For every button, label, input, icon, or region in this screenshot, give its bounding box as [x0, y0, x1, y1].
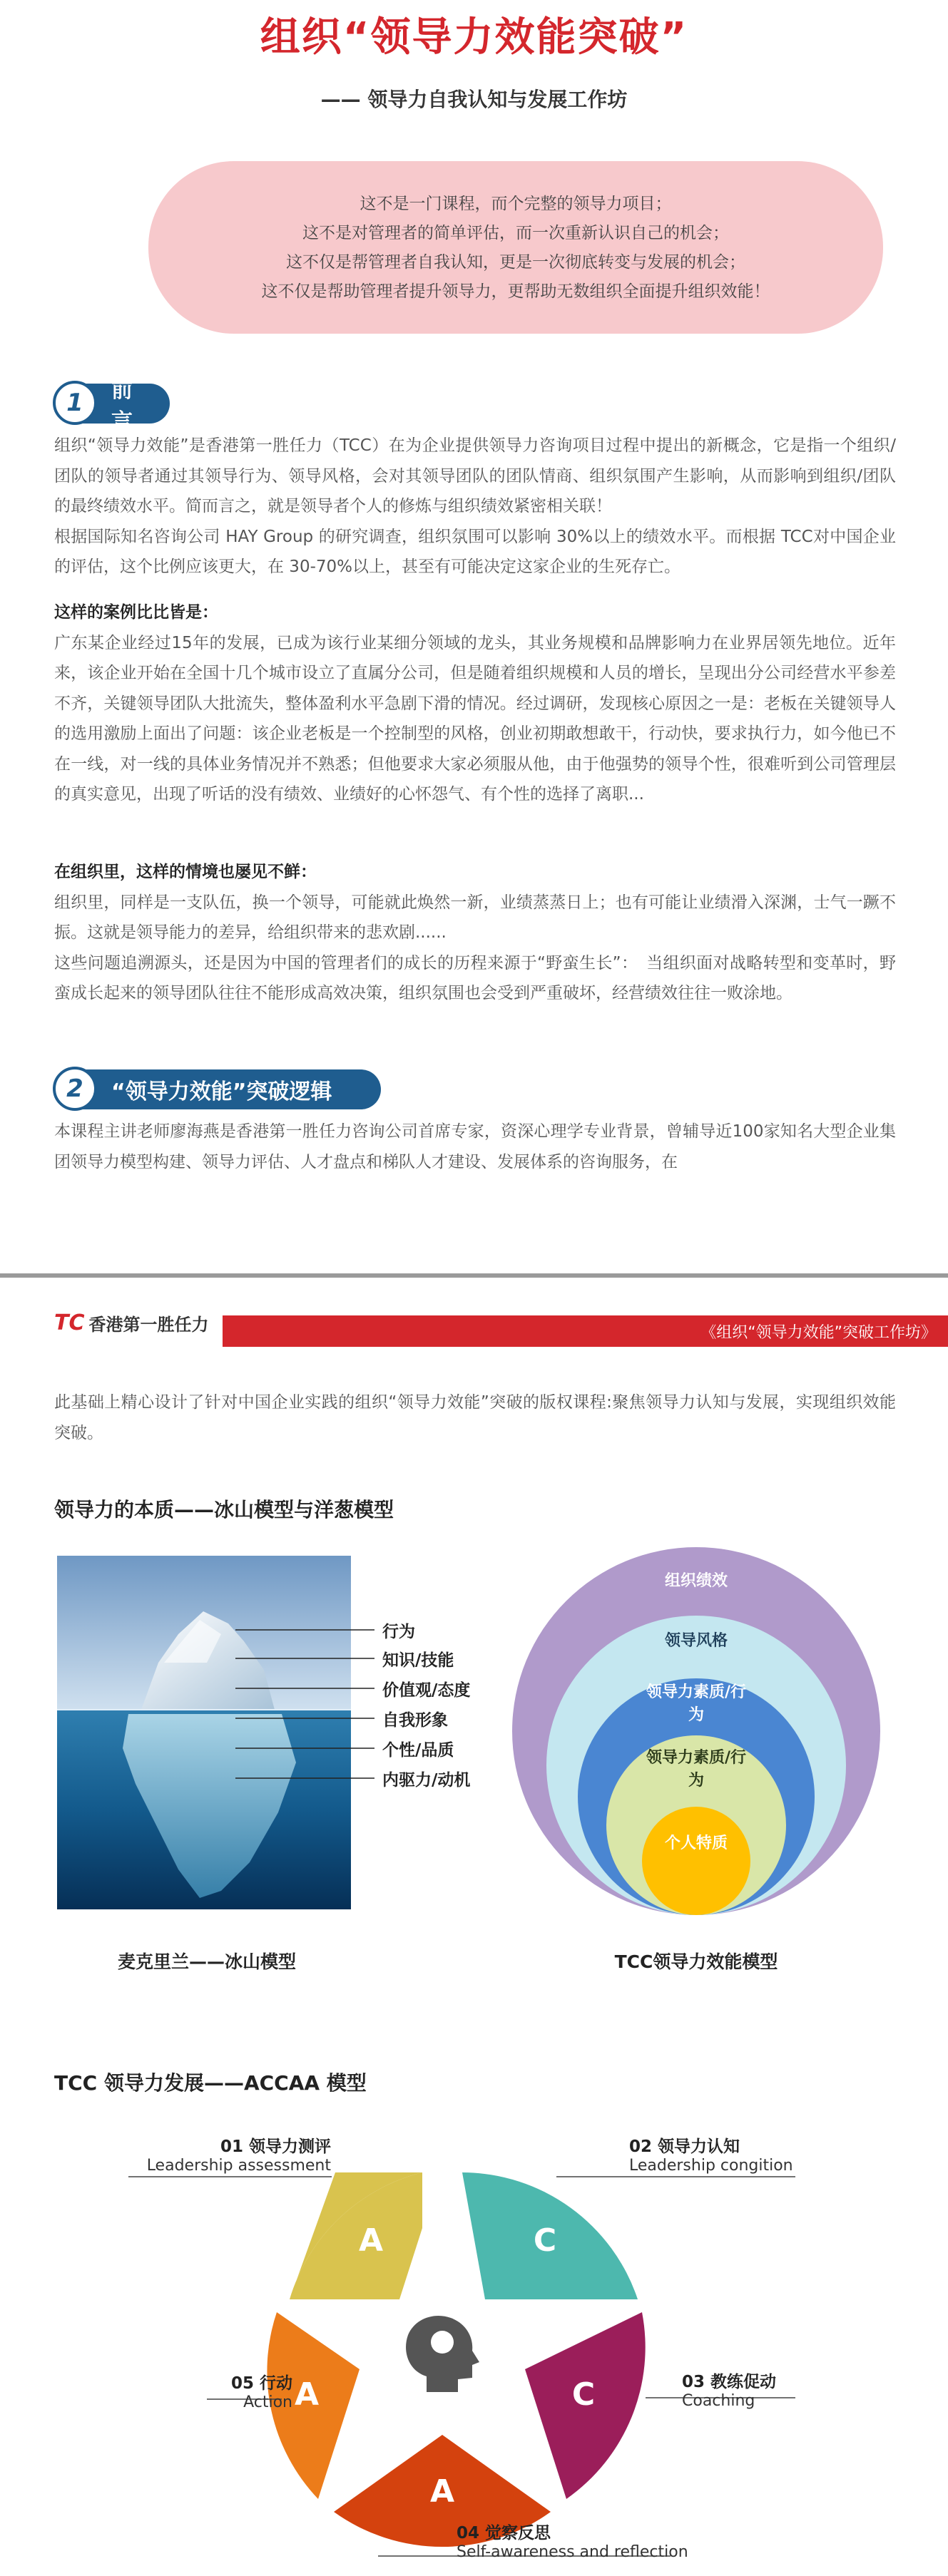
onion-label: 领导力素质/行为 [646, 1683, 747, 1724]
accaa-letter: A [429, 2473, 455, 2510]
page-divider [0, 1273, 948, 1278]
onion-caption: TCC领导力效能模型 [614, 1951, 778, 1972]
accaa-label-cn: 05 行动 [230, 2374, 292, 2393]
iceberg-label: 知识/技能 [382, 1651, 454, 1670]
section-heading-logic [56, 1069, 381, 1109]
banner-text: 《组织“领导力效能”突破工作坊》 [700, 1323, 937, 1342]
accaa-label-en: Action [243, 2393, 292, 2411]
page-title: 组织“领导力效能突破” [260, 14, 688, 61]
accaa-model [128, 2121, 813, 2570]
brand-logo-icon: TC [54, 1310, 85, 1335]
accaa-letter: C [533, 2222, 557, 2259]
onion-model [511, 1539, 882, 1924]
iceberg-label: 个性/品质 [382, 1741, 454, 1760]
iceberg-pointers [235, 1611, 392, 1811]
paragraph: 此基础上精心设计了针对中国企业实践的组织“领导力效能”突破的版权课程:聚焦领导力认知与发展，实现组织效能突破。 [54, 1393, 896, 1442]
accaa-label-en: Leadership congition [629, 2157, 793, 2175]
section-number: 1 [53, 381, 97, 425]
section-title: 前言 [111, 378, 133, 434]
accaa-letter: C [571, 2376, 596, 2413]
preface-text [54, 431, 896, 583]
case-heading: 这样的案例比比皆是： [54, 603, 218, 622]
onion-label: 领导力素质/行为 [646, 1749, 747, 1790]
iceberg-label: 行为 [382, 1623, 415, 1641]
accaa-label-cn: 02 领导力认知 [629, 2138, 740, 2156]
paragraph: 本课程主讲老师廖海燕是香港第一胜任力咨询公司首席专家，资深心理学专业背景，曾辅导近100家知名大型企业集团领导力模型构建、领导力评估、人才盘点和梯队人才建设、发展体系的咨询服务，在 [54, 1122, 896, 1171]
org-text [54, 857, 896, 1009]
logic-text [54, 1117, 896, 1177]
intro-line: 这不是对管理者的简单评估，而一次重新认识自己的机会； [302, 224, 729, 242]
accaa-label-05 [207, 2370, 292, 2411]
iceberg-label: 价值观/态度 [382, 1681, 471, 1700]
accaa-label-02 [629, 2133, 843, 2175]
onion-label: 组织绩效 [664, 1572, 728, 1590]
accaa-label-01 [131, 2133, 331, 2175]
paragraph: 广东某企业经过15年的发展，已成为该行业某细分领域的龙头，其业务规模和品牌影响力在业界居领先地位。近年来，该企业开始在全国十几个城市设立了直属分公司，但是随着组织规模和人员的增长，呈现出分公司经营水平参差不齐，关键领导团队大批流失，整体盈利水平急剧下滑的情况。经过调研，发现核心原因之一是：老板在关键领导人的选用激励上面出了问题：该企业老板是一个控制型的风格，创业初期敢想敢干，行动快，要求执行力，如今他已不在一线，对一线的具体业务情况并不熟悉；但他要求大家必须服从他，由于他强势的领导个性，很难听到公司管理层的真实意见，出现了听话的没有绩效、业绩好的心怀怨气、有个性的选择了离职... [54, 633, 896, 804]
paragraph: 组织“领导力效能”是香港第一胜任力（TCC）在为企业提供领导力咨询项目过程中提出的新概念，它是指一个组织/团队的领导者通过其领导行为、领导风格，会对其领导团队的团队情商、组织氛围产生影响，从而影响到组织/团队的最终绩效水平。简而言之，就是领导者个人的修炼与组织绩效紧密相关联！ [54, 436, 896, 515]
banner [223, 1315, 948, 1347]
onion-label: 领导风格 [664, 1632, 728, 1650]
section-heading-preface [56, 378, 170, 434]
iceberg-label: 内驱力/动机 [382, 1771, 471, 1790]
intro-box [148, 161, 883, 334]
paragraph: 组织里，同样是一支队伍，换一个领导，可能就此焕然一新，业绩蒸蒸日上；也有可能让业绩滑入深渊，士气一蹶不振。这就是领导能力的差异，给组织带来的悲欢剧...... [54, 893, 896, 942]
models-heading: 领导力的本质——冰山模型与洋葱模型 [54, 1498, 394, 1522]
accaa-letter: A [358, 2222, 384, 2259]
paragraph: 这些问题追溯源头，还是因为中国的管理者们的成长的历程来源于“野蛮生长”： 当组织面对战略转型和变革时，野蛮成长起来的领导团队往往不能形成高效决策，组织氛围也会受到严重破坏，经营绩效往往一败涂地。 [54, 953, 896, 1002]
accaa-segment-01 [290, 2172, 422, 2299]
intro-line: 这不仅是帮管理者自我认知，更是一次彻底转变与发展的机会； [286, 253, 745, 272]
intro-line: 这不仅是帮助管理者提升领导力，更帮助无数组织全面提升组织效能！ [261, 282, 770, 301]
section-number: 2 [53, 1067, 97, 1111]
intro-paragraph [54, 1387, 896, 1448]
brand-name: 香港第一胜任力 [88, 1315, 209, 1335]
case-text [54, 597, 896, 810]
onion-label: 个人特质 [664, 1834, 728, 1852]
page-subtitle: —— 领导力自我认知与发展工作坊 [320, 88, 628, 111]
org-heading: 在组织里，这样的情境也屡见不鲜： [54, 863, 317, 881]
accaa-heading: TCC 领导力发展——ACCAA 模型 [54, 2071, 367, 2095]
head-icon [401, 2315, 484, 2398]
intro-line: 这不是一门课程，而个完整的领导力项目； [360, 195, 672, 213]
accaa-label-en: Leadership assessment [146, 2157, 331, 2175]
brand [54, 1310, 208, 1335]
accaa-label-cn: 01 领导力测评 [220, 2138, 331, 2156]
accaa-label-en: Self-awareness and reflection [457, 2543, 688, 2561]
section-title: “领导力效能”突破逻辑 [111, 1079, 332, 1104]
accaa-label-en: Coaching [682, 2392, 755, 2410]
accaa-label-03 [682, 2369, 839, 2410]
accaa-letter: A [294, 2376, 320, 2413]
accaa-label-cn: 03 教练促动 [682, 2373, 777, 2391]
accaa-label-04 [382, 2520, 725, 2561]
paragraph: 根据国际知名咨询公司 HAY Group 的研究调查，组织氛围可以影响 30%以上的绩效水平。而根据 TCC对中国企业的评估，这个比例应该更大，在 30-70%以上，甚至有可能决定这家企业的生死存亡。 [54, 527, 896, 576]
iceberg-caption: 麦克里兰——冰山模型 [117, 1951, 296, 1972]
accaa-label-cn: 04 觉察反思 [457, 2524, 551, 2542]
iceberg-label: 自我形象 [382, 1711, 448, 1730]
